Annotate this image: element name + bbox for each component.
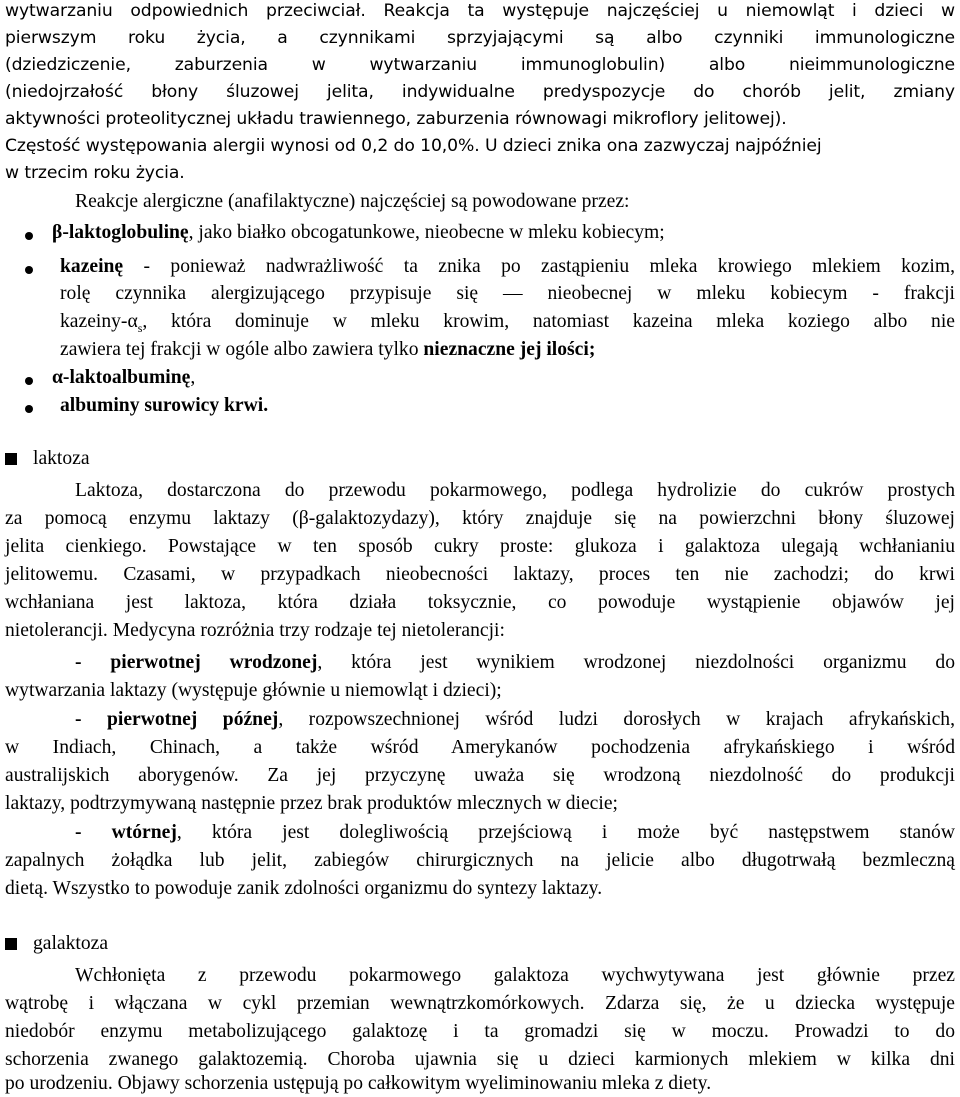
intro-line-4: (niedojrzałość błony śluzowej jelita, indywidualne predyspozycje do chorób jelit, zmiany (5, 82, 955, 102)
galactose-line-4: schorzenia zwanego galaktozemią. Choroba ujawnia się u dzieci karmionych mlekiem w kilka dni (5, 1049, 955, 1070)
lactose-line-5: wchłaniana jest laktoza, która działa toksycznie, co powoduje wystąpienie objawów jej (5, 592, 955, 613)
galactose-line-5: po urodzeniu. Objawy schorzenia ustępują po całkowitym wyeliminowaniu mleka z diety. (5, 1073, 712, 1094)
lactose-type-2-line-2: w Indiach, Chinach, a także wśród Amerykanów pochodzenia afrykańskiego i wśród (5, 737, 955, 758)
lactose-line-3: jelita cienkiego. Powstające w ten sposób cukry proste: glukoza i galaktoza ulegają wchłanianiu (5, 536, 955, 557)
lactose-type-2-line-3: australijskich aborygenów. Za jej przyczynę uważa się wrodzoną niezdolność do produkcji (5, 765, 955, 786)
lactose-type-2-line-4: laktazy, podtrzymywaną następnie przez brak produktów mlecznych w diecie; (5, 793, 618, 814)
bullet-icon (25, 405, 33, 413)
lactose-type-1: - pierwotnej wrodzonej, która jest wynikiem wrodzonej niezdolności organizmu do (75, 652, 956, 673)
galactose-heading: galaktoza (33, 933, 109, 954)
bullet-icon (25, 377, 33, 385)
allergy-item-2-line-2: rolę czynnika alergizującego przypisuje się — nieobecnej w mleku kobiecym - frakcji (60, 283, 955, 304)
intro-line-3: (dziedziczenie, zaburzenia w wytwarzaniu immunoglobulin) albo nieimmunologiczne (5, 55, 955, 75)
lactose-line-2: za pomocą enzymu laktazy (β-galaktozydazy), który znajduje się na powierzchni błony śluzowej (5, 508, 955, 529)
bullet-icon (25, 266, 33, 274)
lactose-type-3-line-2: zapalnych żołądka lub jelit, zabiegów chirurgicznych na jelicie albo długotrwałą bezmleczną (5, 850, 955, 871)
bullet-icon (25, 232, 33, 240)
square-bullet-icon (5, 453, 17, 465)
lactose-type-3: - wtórnej, która jest dolegliwością przejściową i może być następstwem stanów (75, 822, 956, 843)
lactose-type-2: - pierwotnej późnej, rozpowszechnionej wśród ludzi dorosłych w krajach afrykańskich, (75, 709, 955, 730)
allergy-item-3: α-laktoalbuminę, (52, 367, 196, 388)
galactose-line-3: niedobór enzymu metabolizującego galaktozę i ta gromadzi się w moczu. Prowadzi to do (5, 1021, 955, 1042)
intro-line-2: pierwszym roku życia, a czynnikami sprzyjającymi są albo czynniki immunologiczne (5, 28, 955, 48)
square-bullet-icon (5, 938, 17, 950)
allergy-item-4: albuminy surowicy krwi. (60, 395, 269, 416)
allergy-item-2-line-3: kazeiny-$\alpha_s$, która dominuje w mleku krowim, natomiast kazeina mleka koziego albo nie (60, 311, 955, 335)
intro-line-5: aktywności proteolitycznej układu trawiennego, zaburzenia równowagi mikroflory jelitowej). (5, 109, 787, 129)
lactose-heading: laktoza (33, 448, 90, 469)
allergy-item-2: kazeinę - ponieważ nadwrażliwość ta znika po zastąpieniu mleka krowiego mlekiem kozim, (60, 256, 955, 277)
intro-line-1: wytwarzaniu odpowiednich przeciwciał. Reakcja ta występuje najczęściej u niemowląt i dzieci w (5, 1, 955, 21)
lactose-line-1: Laktoza, dostarczona do przewodu pokarmowego, podlega hydrolizie do cukrów prostych (75, 480, 955, 501)
lactose-type-3-line-3: dietą. Wszystko to powoduje zanik zdolności organizmu do syntezy laktazy. (5, 878, 603, 899)
galactose-line-1: Wchłonięta z przewodu pokarmowego galaktoza wychwytywana jest głównie przez (75, 965, 955, 986)
allergy-lead: Reakcje alergiczne (anafilaktyczne) najczęściej są powodowane przez: (75, 191, 630, 212)
allergy-item-1: β-laktoglobulinę, jako białko obcogatunkowe, nieobecne w mleku kobiecym; (52, 222, 665, 243)
lactose-type-1-line-2: wytwarzania laktazy (występuje głównie u niemowląt i dzieci); (5, 680, 502, 701)
intro-line-6: Częstość występowania alergii wynosi od 0,2 do 10,0%. U dzieci znika ona zazwyczaj najpóźniej (5, 136, 822, 156)
allergy-item-2-line-4: zawiera tej frakcji w ogóle albo zawiera tylko nieznaczne jej ilości; (60, 339, 596, 360)
lactose-line-6: nietolerancji. Medycyna rozróżnia trzy rodzaje tej nietolerancji: (5, 620, 505, 641)
intro-line-7: w trzecim roku życia. (5, 163, 185, 183)
lactose-line-4: jelitowemu. Czasami, w przypadkach nieobecności laktazy, proces ten nie zachodzi; do krwi (5, 564, 955, 585)
galactose-line-2: wątrobę i włączana w cykl przemian wewnątrzkomórkowych. Zdarza się, że u dziecka występuje (5, 993, 955, 1014)
